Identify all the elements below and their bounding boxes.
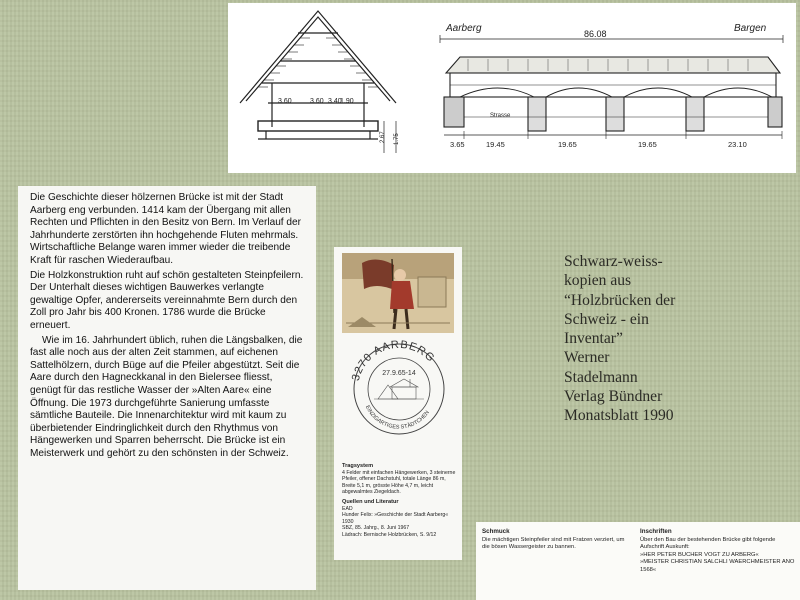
stamp-card (334, 247, 462, 560)
span-dim-1: 3.65 (450, 140, 465, 149)
quellen-line: EAD (342, 505, 353, 512)
tragsystem-text: 4 Felder mit einfachen Hängewerken, 3 steinerne Pfeiler, offener Dachstuhl, totale Länge 86 m, Breite 5,1 m, grösste Höhe 4,7 m, leicht abgewalmtes Ziegeldach. (342, 469, 456, 496)
painting-image (342, 253, 454, 333)
span-dim-2: 19.45 (486, 140, 505, 149)
inschriften-line: »MEISTER CHRISTIAN SALCHLI WAERCHMEISTER ANO 1568« (640, 559, 795, 573)
story-text-panel (18, 186, 316, 590)
section-dim-6: 1.75 (394, 133, 400, 145)
elevation-drawing (440, 35, 783, 139)
elevation-label-right: Bargen (734, 23, 767, 34)
span-dim-3: 19.65 (558, 140, 577, 149)
section-dim-2: 3.60 (310, 98, 324, 105)
stamp-top-text: 3270 AARBERG (349, 338, 438, 383)
section-dim-1: 3.60 (278, 98, 292, 105)
stamp-date: 27.9.65-14 (382, 370, 416, 377)
caption-line: kopien aus (564, 272, 632, 290)
inschriften-title: Inschriften (640, 528, 672, 535)
stamp-bottom-text: EINZIGARTIGES STÄDTCHEN (363, 404, 431, 431)
caption-line: “Holzbrücken der (564, 291, 676, 309)
elevation-label-left: Aarberg (446, 23, 482, 34)
schmuck-title: Schmuck (482, 528, 510, 535)
bridge-drawings (228, 3, 796, 173)
inschriften-line: »HER PETER BUCHER VOGT ZU ARBERG« (640, 551, 759, 558)
story-paragraph-2: Die Holzkonstruktion ruht auf schön gestalteten Steinpfeilern. Der Unterhalt dieses wichtigen Bauwerkes verlangte gewaltige Opfer, andererseits vereinnahmte Bern durch den Zoll pro Jahr bis 400 Kronen. 1786 wurde die Brücke erneuert. (30, 269, 304, 331)
span-dim-5: 23.10 (728, 140, 747, 149)
schmuck-text: Die mächtigen Steinpfeiler sind mit Fratzen verziert, um die bösen Wassergeister zu bannen. (482, 536, 625, 551)
caption-line: Monatsblatt 1990 (564, 407, 674, 425)
inschriften-line: Über den Bau der bestehenden Brücke gibt folgende Aufschrift Auskunft: (640, 536, 776, 551)
cross-section-drawing (240, 11, 396, 153)
quellen-line: Lädrach: Bernische Holzbrücken, S. 9/12 (342, 531, 437, 538)
section-dim-5: 2.67 (380, 131, 386, 143)
card-text (342, 460, 460, 539)
info-strip (476, 522, 800, 600)
caption-line: Stadelmann (564, 368, 638, 386)
quellen-line: Hunder Felix: »Geschichte der Stadt Aarberg« 1930 (342, 512, 449, 525)
story-paragraph-3: Wie im 16. Jahrhundert üblich, ruhen die Längsbalken, die fast alle noch aus der alten Zeit stammen, auf eichenen Sattelhölzern, durch Büge auf die Pfeiler abgestützt. Seit die Aare durch den Hagneckkanal in den Bielersee fliesst, genügt für das restliche Wasser der »Alten Aare« eine Öffnung. Die 1973 durchgeführte Sanierung umfasste sämtliche Bauteile. Die Innenarchitektur wird mit kaum zu überbietender Eindringlichkeit durch den Rhythmus von Hängewerken und Sparren beherrscht. Die Brücke ist ein Meisterwerk und gehört zu den schönsten in der Schweiz. (30, 334, 303, 459)
postmark-stamp (344, 337, 454, 437)
inschriften-section (640, 528, 800, 575)
tragsystem-title: Tragsystem (342, 463, 374, 469)
caption-line: Werner (564, 349, 610, 367)
quellen-line: SBZ, 85. Jahrg., 8. Juni 1967 (342, 525, 410, 532)
span-dim-4: 19.65 (638, 140, 657, 149)
overall-length-label: 86.08 (584, 29, 607, 39)
bridge-drawings-panel (228, 3, 796, 173)
section-dim-4: 1.90 (340, 98, 354, 105)
quellen-title: Quellen und Literatur (342, 498, 399, 505)
caption-line: Schweiz - ein (564, 310, 649, 328)
section-dim-3: 3.40 (328, 98, 342, 105)
story-paragraph-1: Die Geschichte dieser hölzernen Brücke ist mit der Stadt Aarberg eng verbunden. 1414 kam der Übergang mit allen Rechten und Pflichten in den Besitz von Bern. Im Verlauf der Jahrhunderte zerstörten ihn hochgehende Fluten mehrmals. Wirtschaftliche Belange waren immer wieder die treibende Kraft für raschen Wiederaufbau. (30, 192, 302, 266)
caption-line: Inventar” (564, 330, 623, 348)
caption-line: Verlag Bündner (564, 388, 663, 406)
strasse-label: Strasse (490, 113, 511, 119)
source-caption (564, 252, 764, 426)
schmuck-section (482, 528, 628, 552)
caption-line: Schwarz-weiss- (564, 253, 663, 270)
